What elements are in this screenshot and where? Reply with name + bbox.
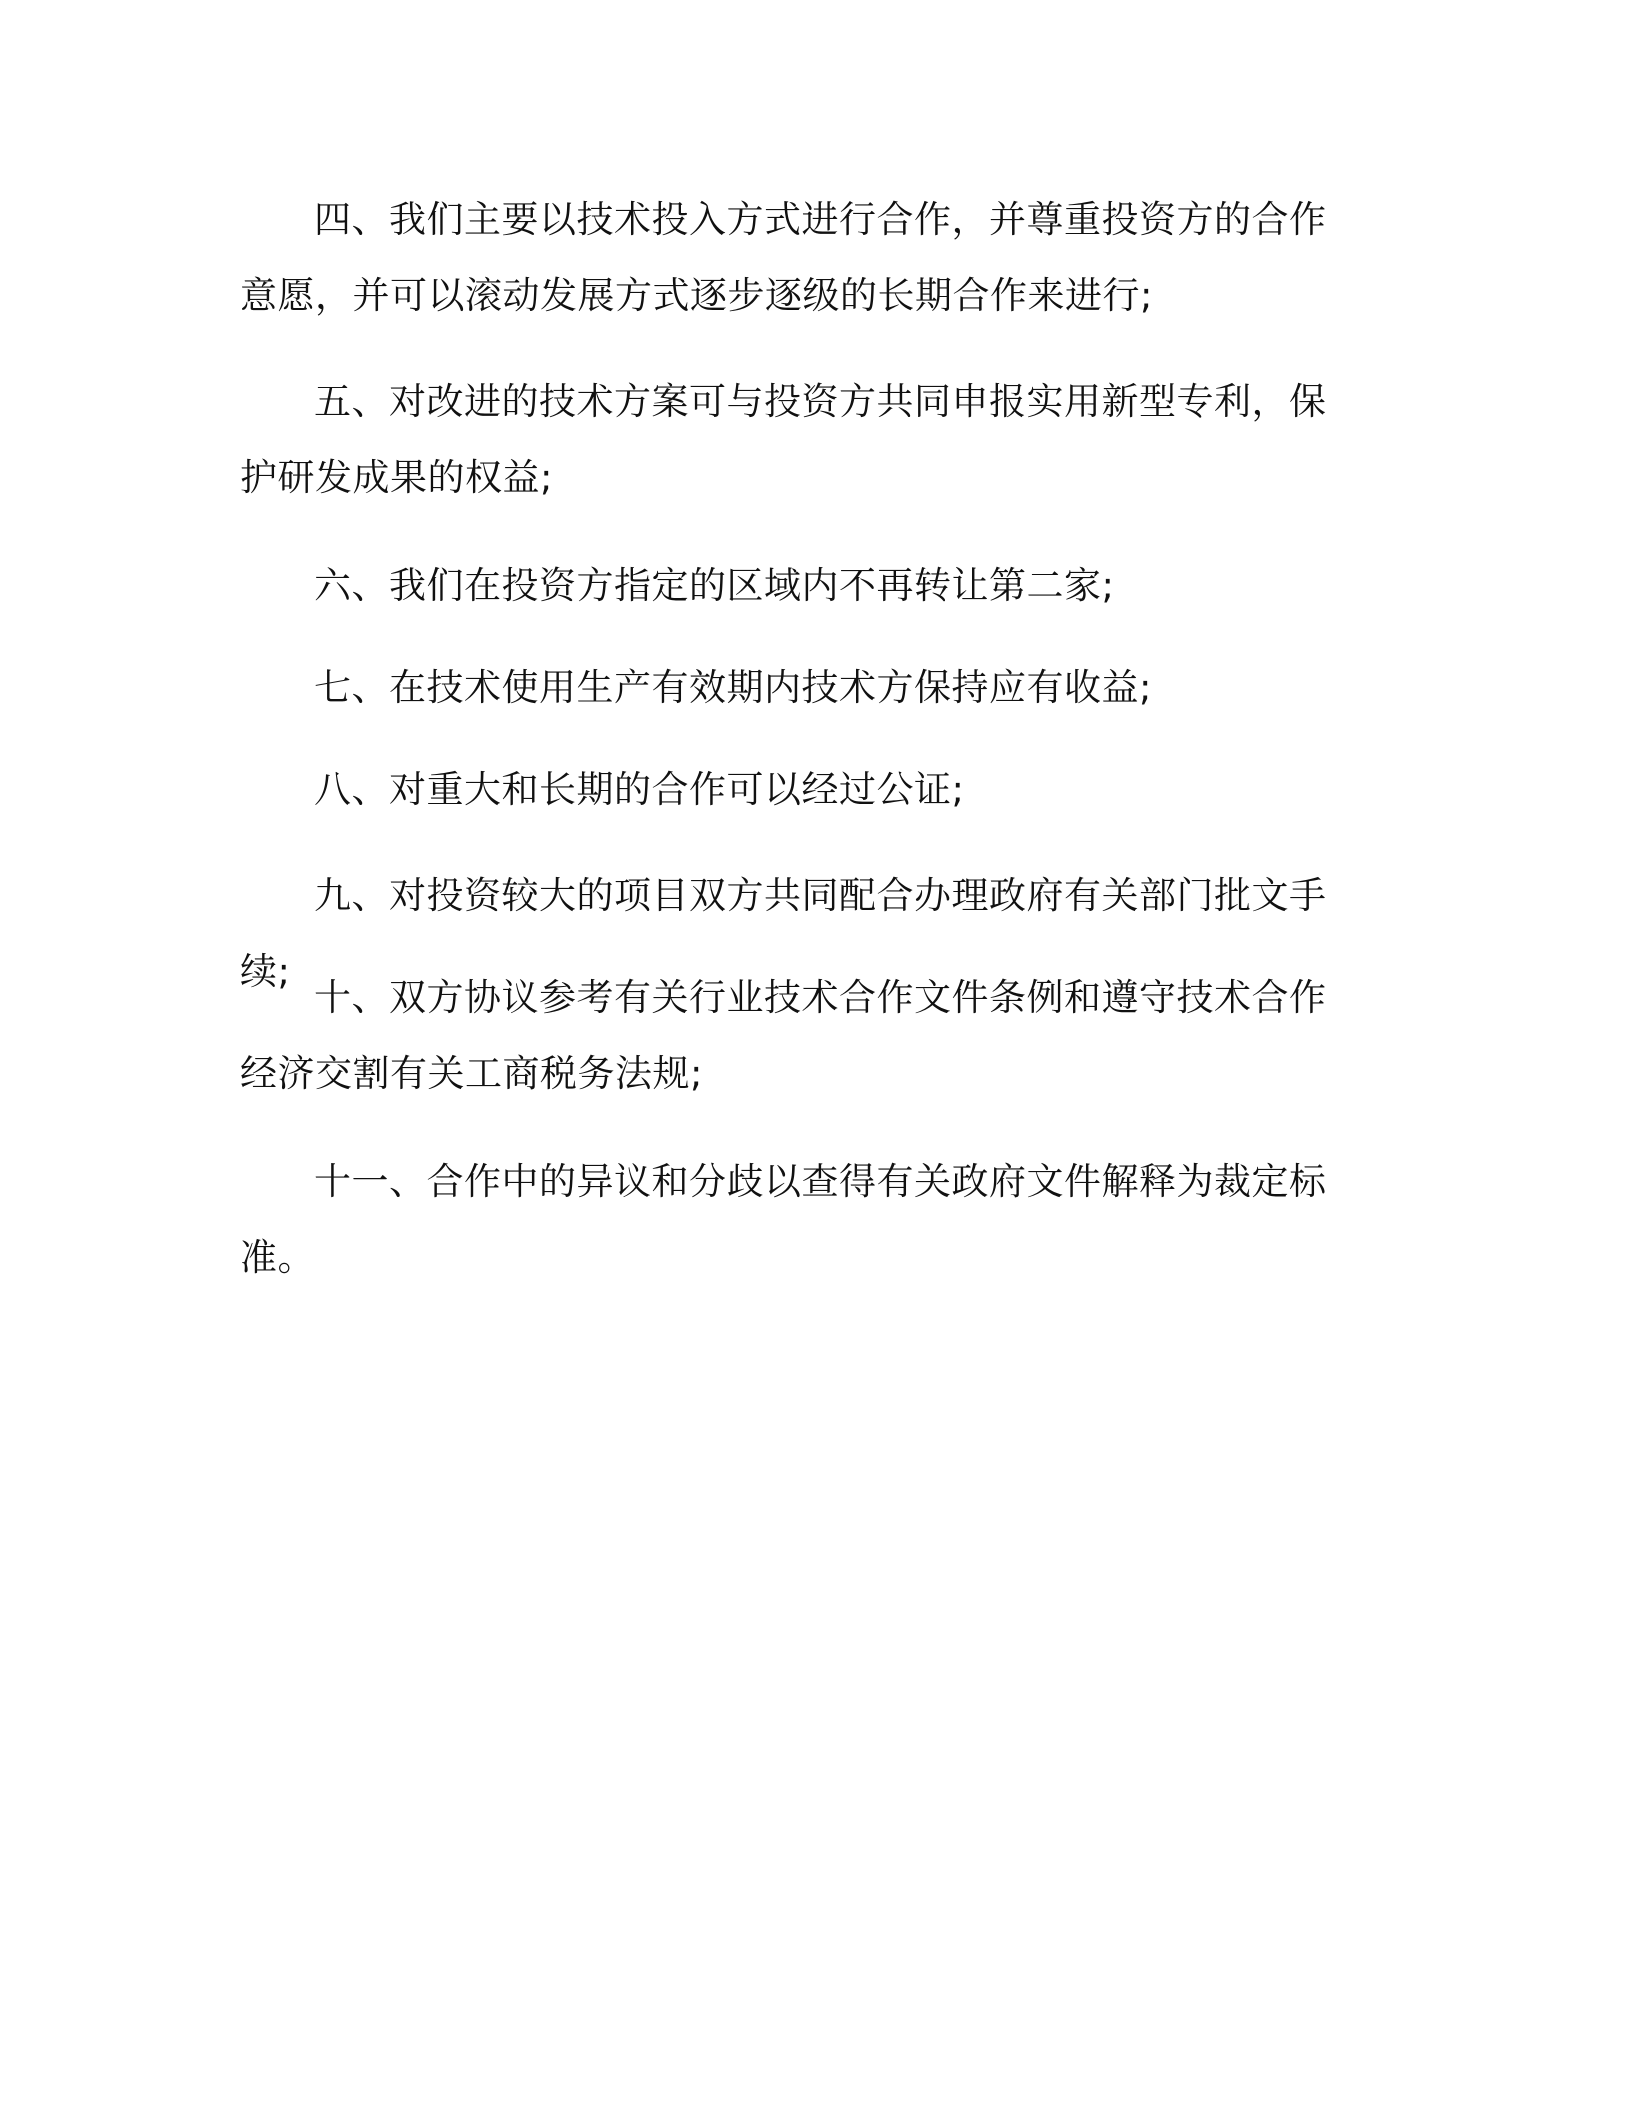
paragraph-item-8: 八、对重大和长期的合作可以经过公证; — [314, 768, 965, 811]
paragraph-item-4: 四、我们主要以技术投入方式进行合作，并尊重投资方的合作意愿，并可以滚动发展方式逐步逐级的长期合作来进行; — [240, 198, 1327, 317]
paragraph-item-7: 七、在技术使用生产有效期内技术方保持应有收益; — [314, 666, 1152, 709]
paragraph-item-10: 十、双方协议参考有关行业技术合作文件条例和遵守技术合作经济交割有关工商税务法规; — [240, 976, 1327, 1095]
paragraph-item-11: 十一、合作中的异议和分歧以查得有关政府文件解释为裁定标准。 — [240, 1160, 1327, 1279]
paragraph-item-9: 九、对投资较大的项目双方共同配合办理政府有关部门批文手续; — [240, 874, 1327, 993]
paragraph-item-6: 六、我们在投资方指定的区域内不再转让第二家; — [314, 564, 1115, 607]
paragraph-item-5: 五、对改进的技术方案可与投资方共同申报实用新型专利，保护研发成果的权益; — [240, 380, 1327, 499]
